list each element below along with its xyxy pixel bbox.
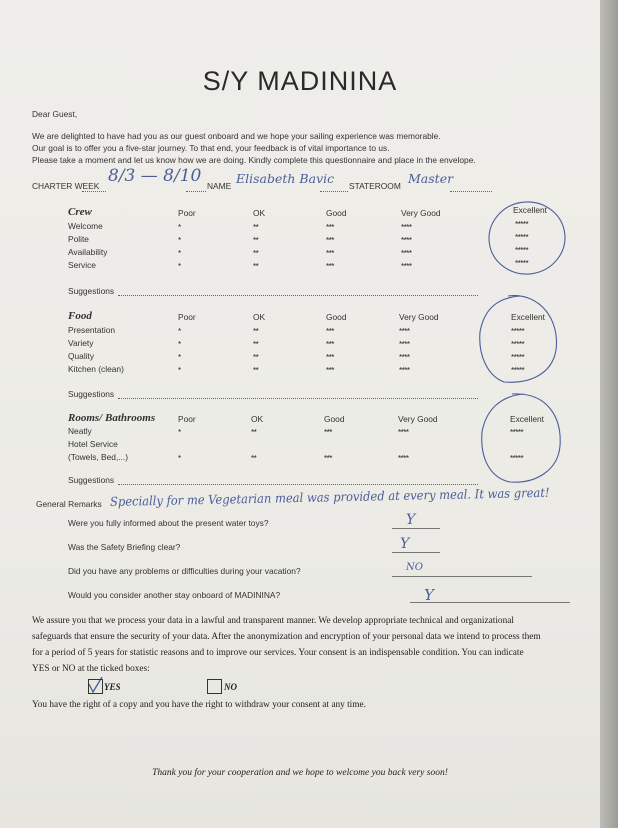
rooms-item-neatly: Neatly: [68, 426, 92, 436]
crew-item-welcome: Welcome: [68, 221, 103, 231]
star-cell[interactable]: ****: [398, 454, 409, 463]
rooms-item-towels: (Towels, Bed,...): [68, 452, 129, 462]
star-cell[interactable]: *: [178, 353, 181, 362]
star-cell[interactable]: ***: [326, 366, 334, 375]
stateroom-value[interactable]: Master: [408, 171, 454, 186]
crew-rating-ok: OK: [253, 208, 266, 218]
star-cell[interactable]: ****: [401, 236, 412, 245]
star-cell[interactable]: ****: [401, 262, 412, 271]
question-safety-briefing: Was the Safety Briefing clear?: [68, 542, 181, 552]
question-water-toys: Were you fully informed about the present water toys?: [68, 518, 269, 528]
crew-item-polite: Polite: [68, 234, 89, 244]
star-cell[interactable]: *: [178, 340, 181, 349]
crew-rating-poor: Poor: [178, 208, 196, 218]
star-cell[interactable]: *****: [515, 259, 529, 268]
yes-label: YES: [104, 682, 121, 692]
star-cell[interactable]: *: [178, 236, 181, 245]
question-problems: Did you have any problems or difficulties during your vacation?: [68, 566, 301, 576]
star-cell[interactable]: ****: [398, 428, 409, 437]
star-cell[interactable]: ***: [326, 340, 334, 349]
crew-item-service: Service: [68, 260, 96, 270]
star-cell[interactable]: **: [253, 249, 259, 258]
star-cell[interactable]: ****: [401, 223, 412, 232]
rooms-suggestions-label: Suggestions: [68, 475, 115, 485]
no-label: NO: [224, 682, 237, 692]
star-cell[interactable]: *: [178, 327, 181, 336]
star-cell[interactable]: *****: [515, 246, 529, 255]
privacy-line-3: for a period of 5 years for statistic reasons and to improve our services. Your consent is an indispensable condition. You can indicate: [32, 648, 524, 658]
answer-problems[interactable]: NO: [406, 562, 423, 573]
star-cell[interactable]: ****: [401, 249, 412, 258]
food-rating-excellent: Excellent: [511, 312, 545, 322]
star-cell[interactable]: ****: [399, 327, 410, 336]
crew-rating-good: Good: [326, 208, 347, 218]
rooms-item-hotel-service: Hotel Service: [68, 439, 118, 449]
star-cell[interactable]: *: [178, 262, 181, 271]
general-remarks-label: General Remarks: [36, 499, 102, 509]
star-cell[interactable]: **: [251, 454, 257, 463]
food-item-kitchen: Kitchen (clean): [68, 364, 124, 374]
star-cell[interactable]: *: [178, 223, 181, 232]
privacy-rights: You have the right of a copy and you have the right to withdraw your consent at any time.: [32, 700, 366, 710]
star-cell[interactable]: ***: [326, 353, 334, 362]
name-label: NAME: [207, 181, 232, 191]
rooms-rating-poor: Poor: [178, 414, 196, 424]
section-food-title: Food: [68, 310, 92, 322]
rooms-excellent-circle: [482, 394, 560, 482]
section-rooms-title: Rooms/ Bathrooms: [68, 412, 156, 424]
star-cell[interactable]: **: [253, 340, 259, 349]
star-cell[interactable]: *****: [510, 454, 524, 463]
star-cell[interactable]: **: [251, 428, 257, 437]
food-item-quality: Quality: [68, 351, 95, 361]
intro-line-1: We are delighted to have had you as our guest onboard and we hope your sailing experience was memorable.: [32, 131, 441, 141]
charter-week-value[interactable]: 8/3 — 8/10: [108, 166, 202, 186]
star-cell[interactable]: *****: [515, 233, 529, 242]
food-item-presentation: Presentation: [68, 325, 116, 335]
general-remarks-value[interactable]: Specially for me Vegetarian meal was provided at every meal. It was great!: [109, 484, 550, 509]
star-cell[interactable]: *****: [515, 220, 529, 229]
star-cell[interactable]: *: [178, 366, 181, 375]
food-excellent-circle: [480, 296, 557, 383]
star-cell[interactable]: **: [253, 366, 259, 375]
star-cell[interactable]: ***: [326, 249, 334, 258]
food-rating-poor: Poor: [178, 312, 196, 322]
food-rating-very-good: Very Good: [399, 312, 439, 322]
star-cell[interactable]: *: [178, 249, 181, 258]
food-suggestions-label: Suggestions: [68, 389, 115, 399]
answer-another-stay[interactable]: Y: [424, 586, 434, 604]
crew-item-availability: Availability: [68, 247, 108, 257]
star-cell[interactable]: *****: [511, 340, 525, 349]
intro-line-3: Please take a moment and let us know how we are doing. Kindly complete this questionnaire and place in the envelope.: [32, 155, 476, 165]
crew-excellent-circle: [484, 197, 569, 279]
rooms-rating-very-good: Very Good: [398, 414, 438, 424]
star-cell[interactable]: **: [253, 353, 259, 362]
star-cell[interactable]: *: [178, 454, 181, 463]
name-value[interactable]: Elisabeth Bavic: [236, 171, 335, 186]
star-cell[interactable]: *****: [511, 353, 525, 362]
question-another-stay: Would you consider another stay onboard of MADININA?: [68, 590, 281, 600]
rooms-rating-good: Good: [324, 414, 345, 424]
star-cell[interactable]: ****: [399, 366, 410, 375]
closing-message: Thank you for your cooperation and we hope to welcome you back very soon!: [152, 768, 448, 778]
charter-week-label: CHARTER WEEK: [32, 181, 100, 191]
star-cell[interactable]: ****: [399, 353, 410, 362]
privacy-line-2: safeguards that ensure the security of your data. After the anonymization and encryption of your personal data we intend to process them: [32, 632, 541, 642]
star-cell[interactable]: ***: [326, 223, 334, 232]
page-title: S/Y MADININA: [202, 66, 398, 96]
food-rating-good: Good: [326, 312, 347, 322]
star-cell[interactable]: *****: [510, 428, 524, 437]
rooms-rating-ok: OK: [251, 414, 264, 424]
star-cell[interactable]: ***: [324, 454, 332, 463]
section-crew-title: Crew: [68, 206, 92, 218]
food-item-variety: Variety: [68, 338, 94, 348]
rooms-rating-excellent: Excellent: [510, 414, 544, 424]
star-cell[interactable]: *****: [511, 327, 525, 336]
privacy-line-4: YES or NO at the ticked boxes:: [32, 664, 150, 674]
answer-water-toys[interactable]: Y: [406, 512, 416, 528]
no-checkbox[interactable]: [207, 679, 222, 694]
star-cell[interactable]: ***: [326, 262, 334, 271]
answer-safety-briefing[interactable]: Y: [400, 536, 410, 552]
star-cell[interactable]: ***: [324, 428, 332, 437]
food-rating-ok: OK: [253, 312, 266, 322]
crew-rating-excellent: Excellent: [513, 205, 547, 215]
star-cell[interactable]: ***: [326, 327, 334, 336]
star-cell[interactable]: *****: [511, 366, 525, 375]
intro-line-2: Our goal is to offer you a five-star journey. To that end, your feedback is of vital importance to us.: [32, 143, 390, 153]
star-cell[interactable]: **: [253, 327, 259, 336]
star-cell[interactable]: **: [253, 236, 259, 245]
greeting: Dear Guest,: [32, 109, 78, 119]
crew-suggestions-label: Suggestions: [68, 286, 115, 296]
star-cell[interactable]: **: [253, 223, 259, 232]
stateroom-label: STATEROOM: [349, 181, 401, 191]
star-cell[interactable]: ****: [399, 340, 410, 349]
privacy-line-1: We assure you that we process your data in a lawful and transparent manner. We develop appropriate technical and organizational: [32, 616, 514, 626]
star-cell[interactable]: ***: [326, 236, 334, 245]
star-cell[interactable]: *: [178, 428, 181, 437]
yes-checkbox[interactable]: [88, 679, 103, 694]
crew-rating-very-good: Very Good: [401, 208, 441, 218]
star-cell[interactable]: **: [253, 262, 259, 271]
